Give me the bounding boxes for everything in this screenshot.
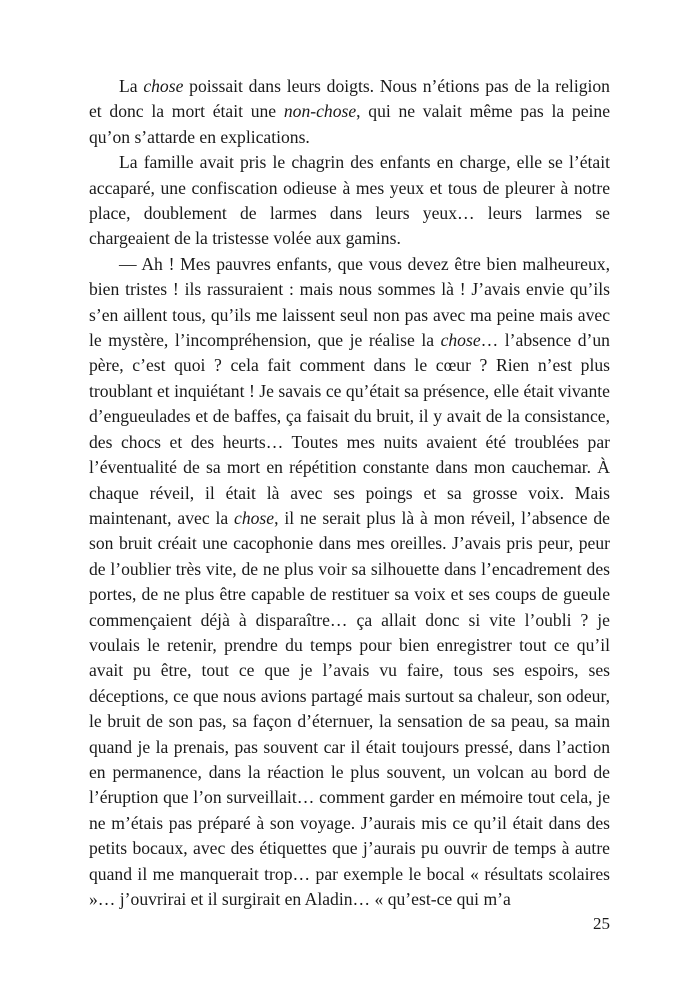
italic-run: non-chose (283, 101, 357, 122)
page-number: 25 (593, 914, 610, 933)
text-run: La (119, 76, 144, 96)
paragraph (89, 252, 610, 913)
text-run: — Ah ! Mes pauvres enfants, que vous devez être bien malheureux, bien tristes ! ils rassuraient : mais nous sommes là ! J’avais envie qu’ils s’en aillent tous, qu’ils me laissent seul non pas avec ma peine mais avec le mystère, l’incompréhension, que je réalise la (89, 253, 610, 351)
paragraph (89, 150, 610, 252)
italic-run: chose (143, 76, 184, 96)
text-run: poissait dans leurs doigts. Nous n’étions pas de la religion et donc la mort était une (89, 76, 610, 122)
body-text (89, 74, 610, 912)
text-run: … l’absence d’un père, c’est quoi ? cela fait comment dans le cœur ? Rien n’est plus troublant et inquiétant ! Je savais ce qu’était sa présence, elle était vivante d’engueulades et de baffes, ça faisait du bruit, il y avait de la consistance, des chocs et des heurts… Toutes mes nuits avaient été troublées par l’éventualité de sa mort en répétition constante dans mon cauchemar. À chaque réveil, il était là avec ses poings et sa grosse voix. Mais maintenant, avec la (89, 330, 610, 528)
text-run: La famille avait pris le chagrin des enfants en charge, elle se l’était accaparé, une confiscation odieuse à mes yeux et tous de pleurer à notre place, doublement de larmes dans leurs yeux… leurs larmes se chargeaient de la tristesse volée aux gamins. (89, 152, 610, 249)
text-run: , il ne serait plus là à mon réveil, l’absence de son bruit créait une cacophonie dans mes oreilles. J’avais pris peur, peur de l’oublier très vite, de ne plus voir sa silhouette dans l’encadrement des portes, de ne plus être capable de restituer sa voix et ses coups de gueule commençaient déjà à disparaître… ça allait donc si vite l’oubli ? je voulais le retenir, prendre du temps pour bien enregistrer tout ce qu’il avait pu être, tout ce que je l’avais vu faire, tous ses espoirs, ses déceptions, ce que nous avions partagé mais surtout sa chaleur, son odeur, le bruit de son pas, sa façon d’éternuer, la sensation de sa peau, sa main quand je la prenais, pas souvent car il était toujours pressé, dans l’action en permanence, dans la réaction le plus souvent, un volcan au bord de l’éruption que l’on surveillait… comment garder en mémoire tout cela, je ne m’étais pas préparé à son voyage. J’aurais mis ce qu’il était dans des petits bocaux, avec des étiquettes que j’aurais pu ouvrir de temps à autre quand il me manquerait trop… par exemple le bocal « résultats scolaires »… j’ouvrirai et il surgirait en Aladin… « qu’est-ce qui m’a (89, 507, 610, 909)
italic-run: chose (234, 507, 275, 528)
text-run: , qui ne valait même pas la peine qu’on s’attarde en explications. (89, 101, 611, 147)
italic-run: chose (440, 330, 481, 351)
paragraph (89, 74, 610, 150)
